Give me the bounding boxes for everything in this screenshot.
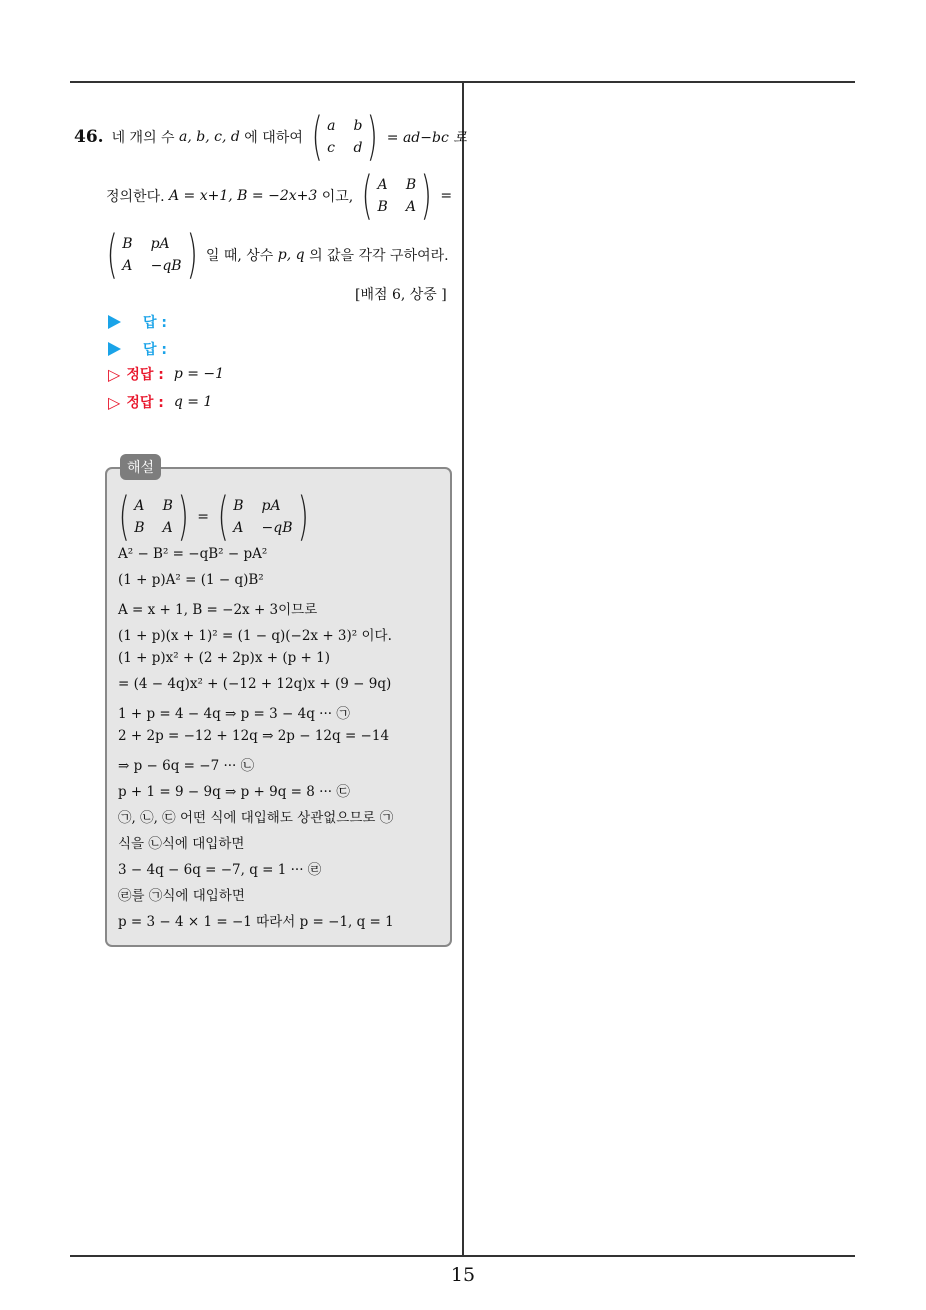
matrix-entry: d (353, 140, 363, 156)
solution-tag: 해설 (120, 454, 161, 480)
question-text-2a: 정의한다. (106, 189, 165, 205)
equals-sign: = (197, 509, 209, 525)
answer-label: 답 : (143, 315, 167, 331)
correct-answer-2 (108, 392, 212, 412)
solution-line: p + 1 = 9 − 9q ⇒ p + 9q = 8 ··· ㉢ (118, 784, 350, 800)
solution-line: p = 3 − 4 × 1 = −1 따라서 p = −1, q = 1 (118, 914, 394, 930)
solution-line: 식을 ㉡식에 대입하면 (118, 836, 245, 852)
matrix-entry: pA (150, 236, 170, 252)
solution-line: A² − B² = −qB² − pA² (118, 546, 268, 562)
matrix-entry: B (377, 199, 388, 215)
correct-answer-1 (108, 364, 224, 384)
solution-line: = (4 − 4q)x² + (−12 + 12q)x + (9 − 9q) (118, 676, 392, 692)
solution-line: (1 + p)A² = (1 − q)B² (118, 572, 264, 588)
matrix-entry: A (122, 258, 133, 274)
solution-line: ⇒ p − 6q = −7 ··· ㉡ (118, 758, 255, 774)
correct-label: 정답 : (126, 395, 164, 411)
answer-blank-1 (108, 312, 167, 332)
solution-line: ㉣를 ㉠식에 대입하면 (118, 888, 245, 904)
correct-label: 정답 : (126, 367, 164, 383)
matrix-entry: A (405, 199, 416, 215)
outline-triangle-icon: ▷ (108, 392, 121, 412)
page-number: 15 (450, 1264, 476, 1286)
answer-blank-2 (108, 339, 167, 359)
outline-triangle-icon: ▷ (108, 364, 121, 384)
matrix-entry: b (353, 118, 363, 134)
matrix-entry: B (162, 498, 173, 514)
question-text-3b: 의 값을 각각 구하여라. (309, 248, 449, 264)
matrix-entry: −qB (150, 258, 182, 274)
matrix-entry: pA (261, 498, 281, 514)
correct-value: p = −1 (173, 366, 225, 382)
matrix-entry: B (134, 520, 145, 536)
matrix-entry: A (233, 520, 244, 536)
rhs-matrix: ( B pA A −qB ) (106, 225, 198, 285)
question-text-3a: 일 때, 상수 (205, 248, 274, 264)
question-line-3 (102, 226, 449, 284)
triangle-icon (108, 315, 121, 329)
triangle-icon (108, 342, 121, 356)
matrix-entry: A (162, 520, 173, 536)
solution-line: ㉠, ㉡, ㉢ 어떤 식에 대입해도 상관없으므로 ㉠ (118, 810, 394, 826)
question-line-2 (106, 167, 452, 225)
matrix-entry: −qB (261, 520, 293, 536)
question-text-2b: 이고, (321, 189, 354, 205)
question-text-1b: 에 대하여 (244, 130, 303, 146)
question-vars-3: p, q (277, 247, 305, 263)
definition-matrix: ( a b c d ) (311, 107, 379, 167)
matrix-entry: A (134, 498, 145, 514)
question-text-1a: 네 개의 수 (111, 130, 175, 146)
solution-matrix-equation (114, 488, 317, 546)
solution-line: 3 − 4q − 6q = −7, q = 1 ··· ㉣ (118, 862, 322, 878)
score-label: [배점 6, 상중 ] (355, 287, 447, 303)
solution-line: (1 + p)x² + (2 + 2p)x + (p + 1) (118, 650, 330, 666)
question-number: 46. (74, 127, 104, 147)
matrix-entry: B (233, 498, 244, 514)
lhs-matrix: ( A B B A ) (361, 166, 432, 226)
answer-label: 답 : (143, 342, 167, 358)
question-vars: a, b, c, d (179, 129, 240, 145)
solution-line: A = x + 1, B = −2x + 3이므로 (118, 602, 318, 618)
solution-lhs-matrix: ( A B B A ) (118, 487, 189, 547)
matrix-entry: A (377, 177, 388, 193)
matrix-entry: a (327, 118, 336, 134)
solution-line: 2 + 2p = −12 + 12q ⇒ 2p − 12q = −14 (118, 728, 390, 744)
solution-rhs-matrix: ( B pA A −qB ) (217, 487, 309, 547)
matrix-entry: B (405, 177, 417, 193)
question-line-1 (74, 108, 467, 166)
solution-line: (1 + p)(x + 1)² = (1 − q)(−2x + 3)² 이다. (118, 628, 392, 644)
matrix-entry: c (327, 140, 335, 156)
correct-value: q = 1 (173, 394, 213, 410)
definition-rhs: = ad−bc 로 (386, 130, 467, 146)
solution-line: 1 + p = 4 − 4q ⇒ p = 3 − 4q ··· ㉠ (118, 706, 350, 722)
equals-sign: = (440, 188, 453, 204)
column-divider (462, 82, 464, 1257)
matrix-entry: B (122, 236, 133, 252)
question-math-2: A = x+1, B = −2x+3 (169, 188, 318, 204)
